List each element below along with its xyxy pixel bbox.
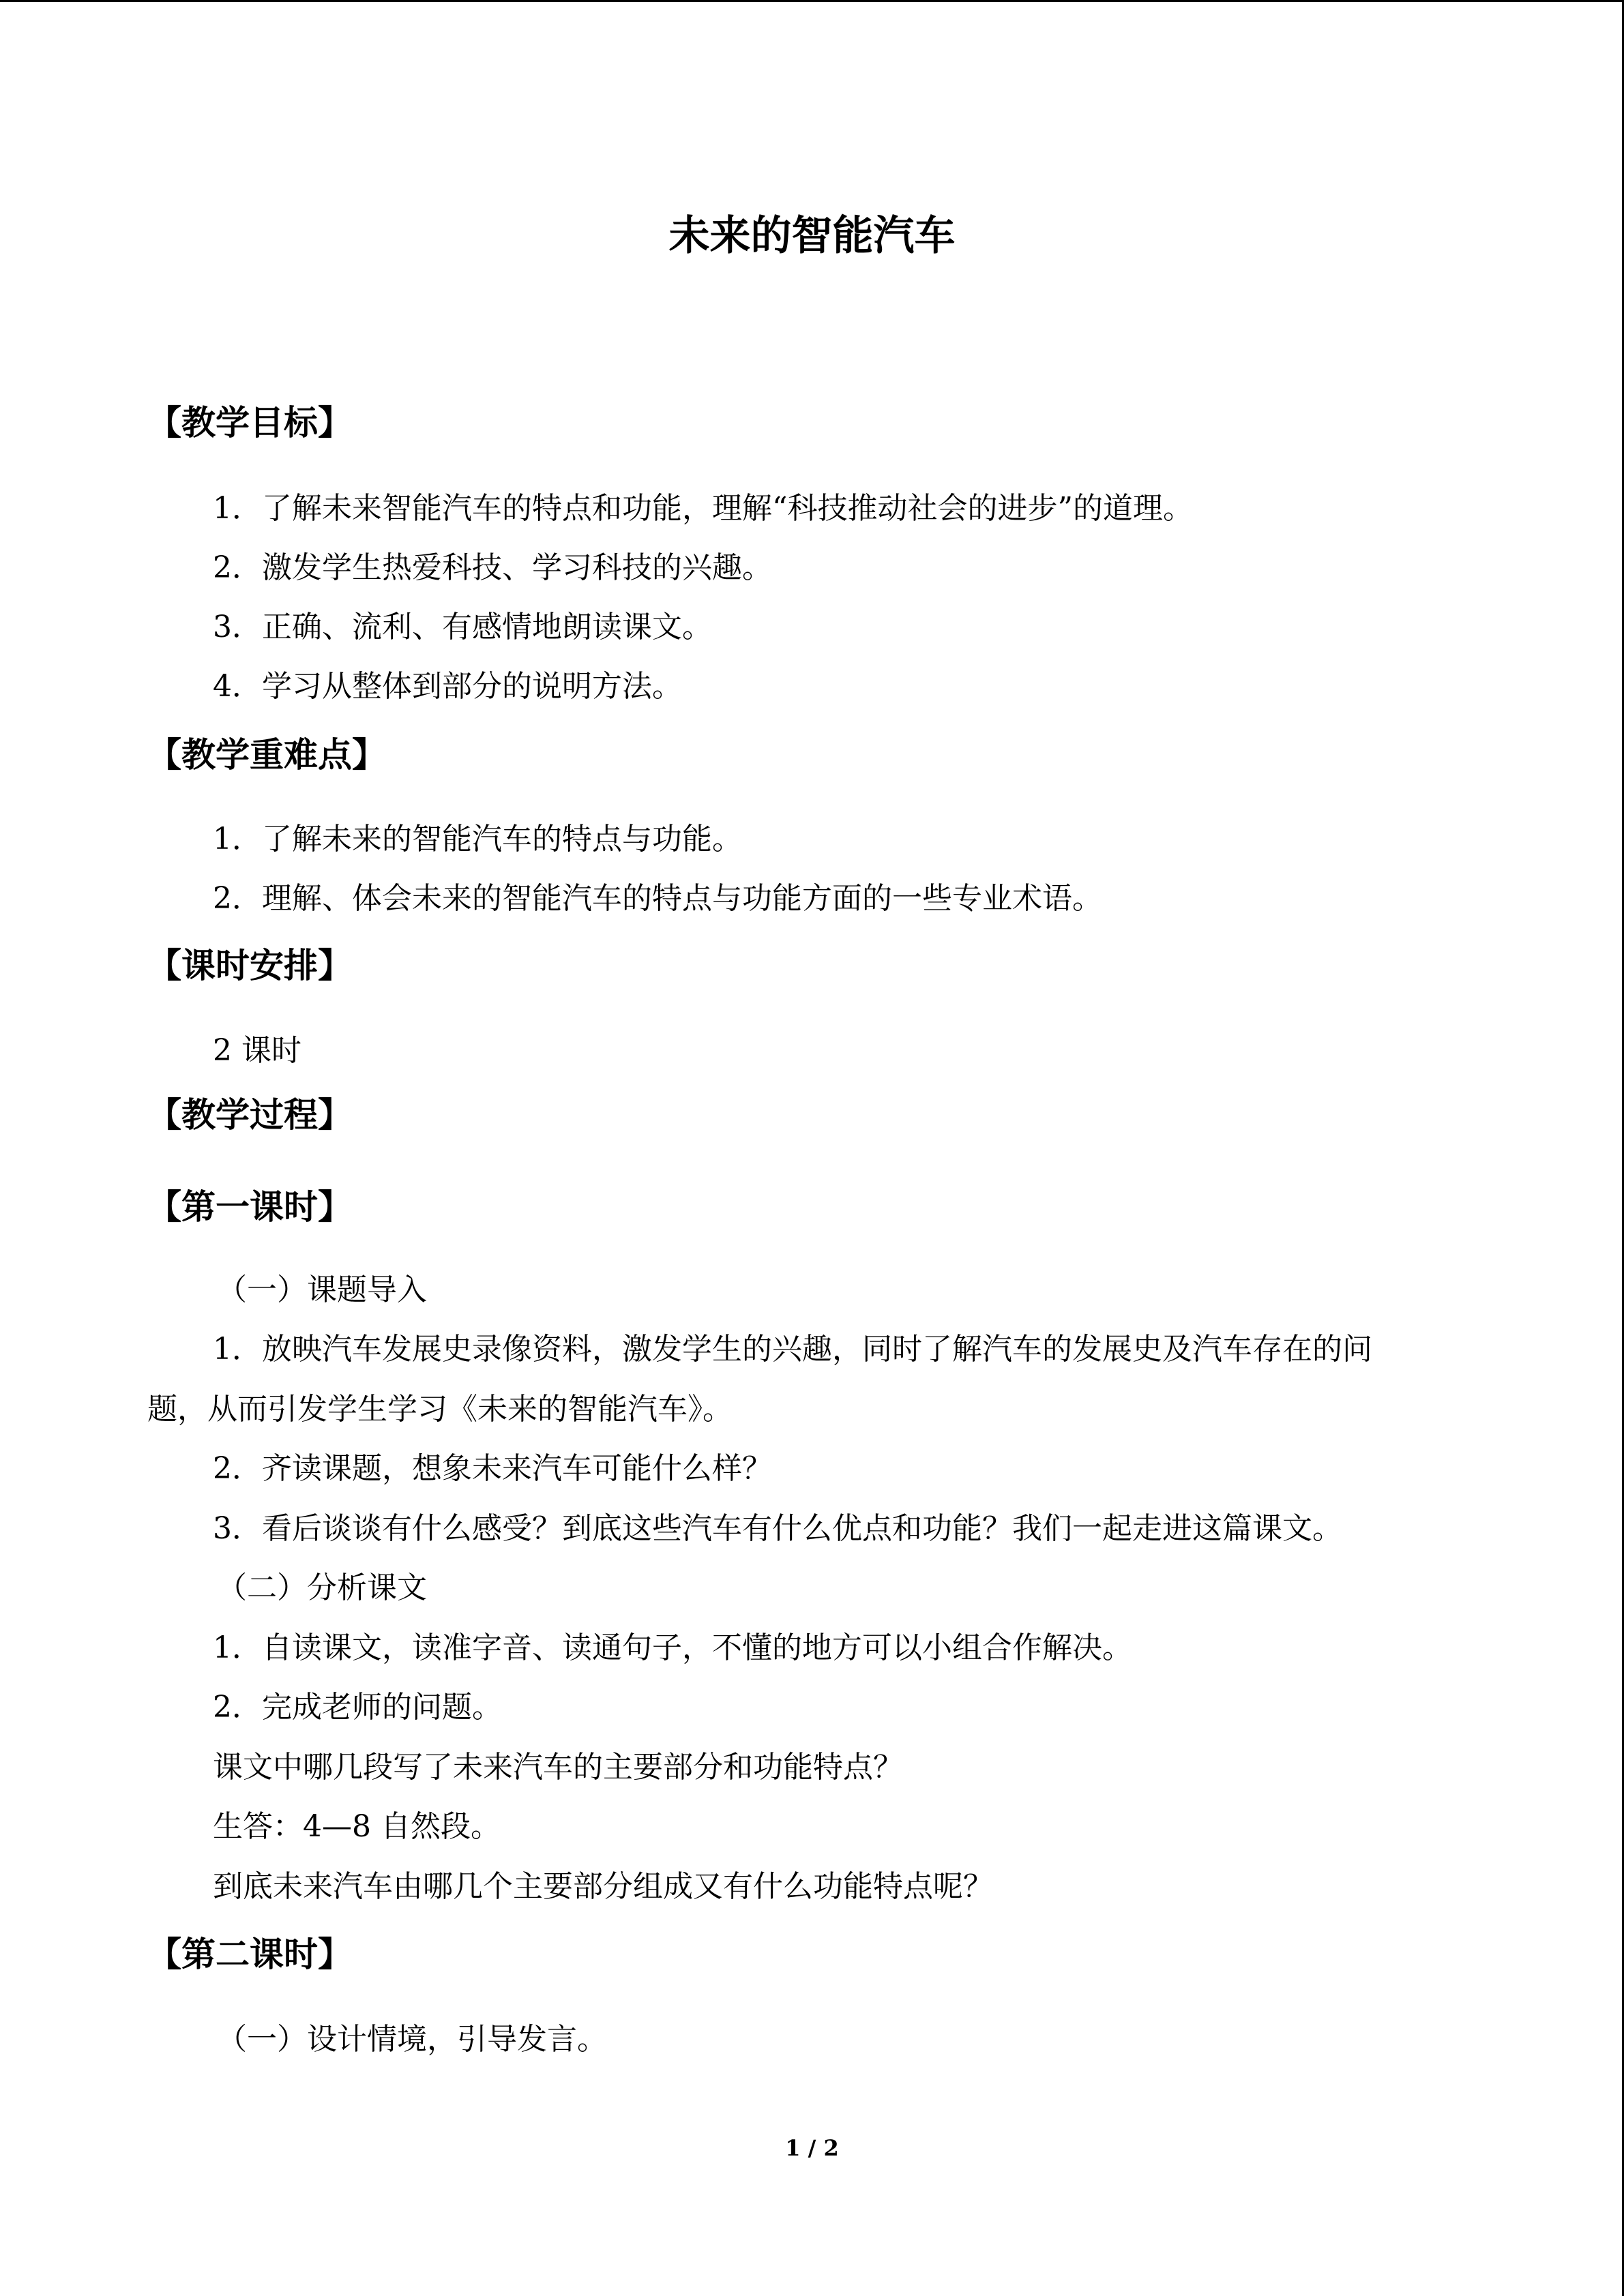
lesson1-part2-title: （二）分析课文	[217, 1570, 427, 1605]
objective-item: 4．学习从整体到部分的说明方法。	[213, 669, 682, 704]
lesson1-heading: 【第一课时】	[147, 1187, 352, 1227]
lesson1-part1-item: 2．齐读课题，想象未来汽车可能什么样？	[213, 1451, 772, 1486]
lesson1-part2-item: 课文中哪几段写了未来汽车的主要部分和功能特点？	[213, 1750, 903, 1785]
lesson1-part1-item: 1．放映汽车发展史录像资料，激发学生的兴趣，同时了解汽车的发展史及汽车存在的问	[213, 1332, 1372, 1367]
schedule-heading: 【课时安排】	[147, 946, 352, 985]
page-number: 1 / 2	[785, 2135, 839, 2161]
process-heading: 【教学过程】	[147, 1095, 352, 1135]
lesson1-part1-item: 3．看后谈谈有什么感受？到底这些汽车有什么优点和功能？我们一起走进这篇课文。	[213, 1511, 1342, 1546]
page-border-top	[0, 0, 1624, 2]
lesson2-part1-title: （一）设计情境，引导发言。	[217, 2022, 607, 2057]
objective-item: 2．激发学生热爱科技、学习科技的兴趣。	[213, 550, 772, 585]
objectives-heading: 【教学目标】	[147, 403, 352, 443]
schedule-text: 2 课时	[213, 1033, 301, 1068]
lesson1-part2-item: 2．完成老师的问题。	[213, 1690, 502, 1725]
key-point-item: 2．理解、体会未来的智能汽车的特点与功能方面的一些专业术语。	[213, 881, 1102, 916]
key-points-heading: 【教学重难点】	[147, 735, 386, 775]
objective-item: 1．了解未来智能汽车的特点和功能，理解“科技推动社会的进步”的道理。	[213, 491, 1193, 526]
lesson1-part2-item: 生答：4—8 自然段。	[213, 1809, 501, 1844]
lesson1-part2-item: 1．自读课文，读准字音、读通句子，不懂的地方可以小组合作解决。	[213, 1630, 1132, 1665]
lesson1-part1-item: 题，从而引发学生学习《未来的智能汽车》。	[147, 1392, 733, 1427]
key-point-item: 1．了解未来的智能汽车的特点与功能。	[213, 822, 742, 856]
lesson2-heading: 【第二课时】	[147, 1935, 352, 1974]
lesson1-part1-title: （一）课题导入	[217, 1272, 427, 1307]
page-title: 未来的智能汽车	[668, 212, 956, 260]
objective-item: 3．正确、流利、有感情地朗读课文。	[213, 610, 712, 644]
lesson1-part2-item: 到底未来汽车由哪几个主要部分组成又有什么功能特点呢？	[213, 1869, 993, 1904]
